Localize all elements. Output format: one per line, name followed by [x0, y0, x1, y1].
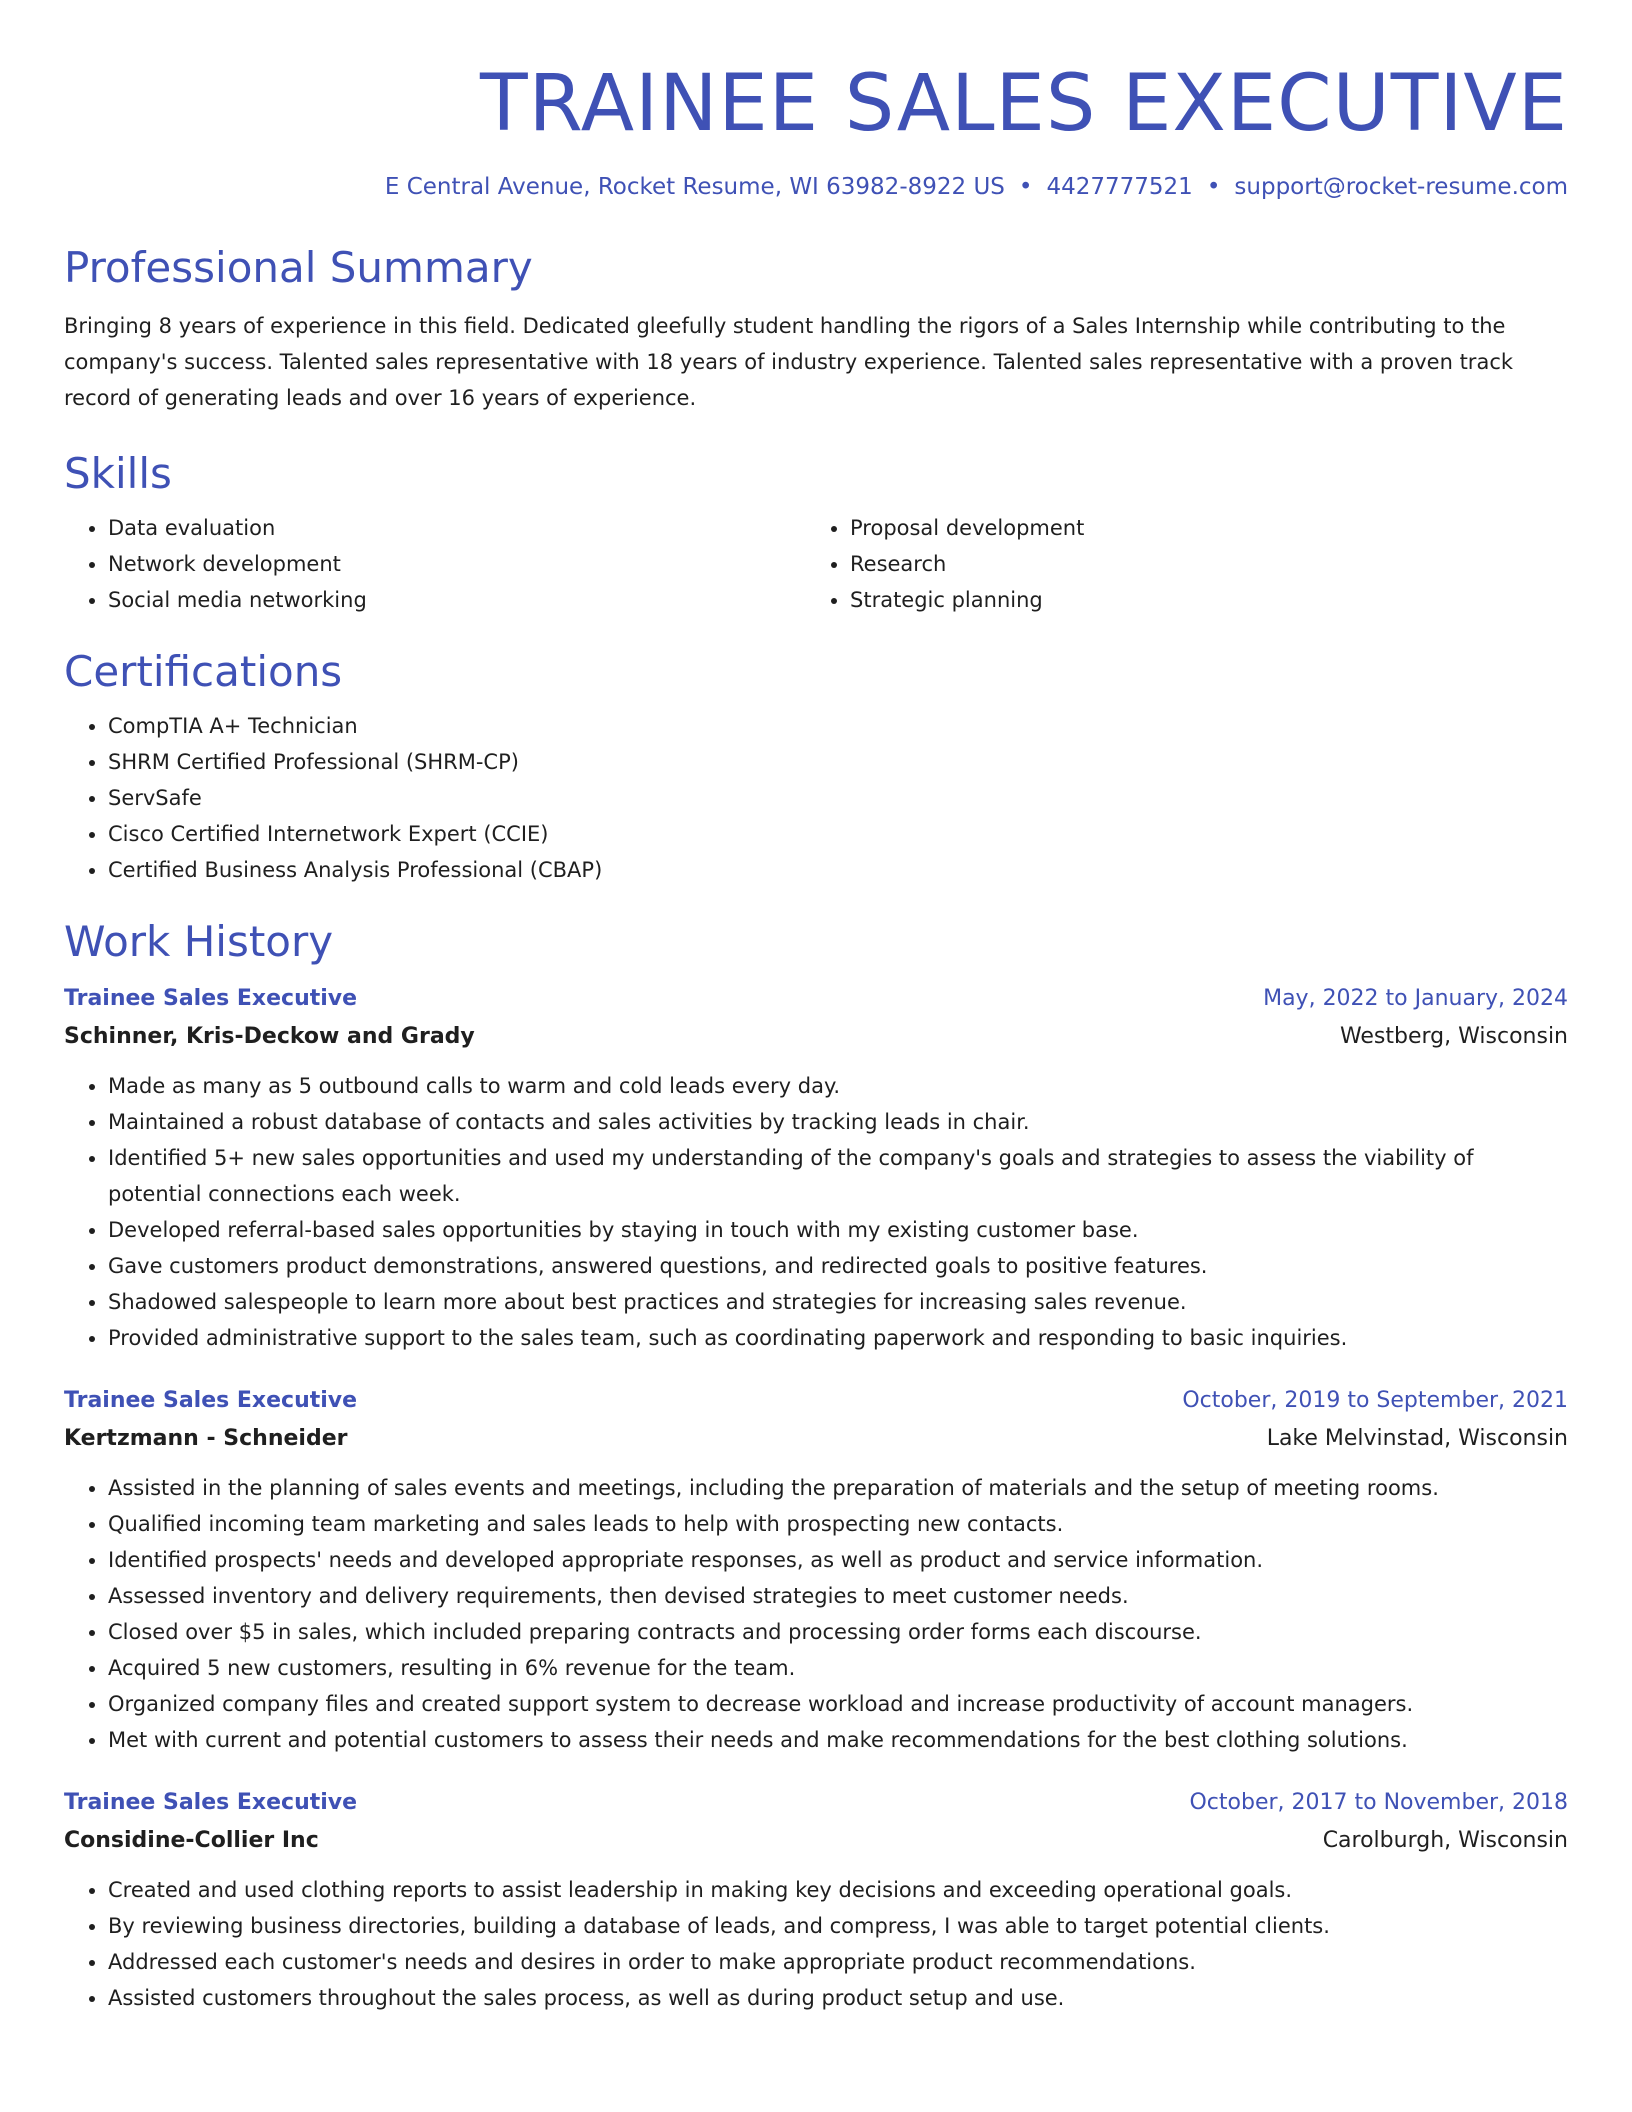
certification-item: • SHRM Certified Professional (SHRM-CP): [108, 744, 1568, 780]
email-link[interactable]: support@rocket-resume.com: [1234, 174, 1568, 200]
skills-right-list: [806, 510, 1084, 618]
job-bullets: [64, 1068, 1568, 1356]
job-bullet: • Qualified incoming team marketing and sales leads to help with prospecting new contacts.: [108, 1506, 1568, 1542]
certification-item: • ServSafe: [108, 780, 1568, 816]
job-company-row: [64, 1420, 1568, 1458]
skill-item: • Proposal development: [850, 510, 1084, 546]
job-company: Considine-Collier Inc: [64, 1828, 319, 1853]
work-history-heading: Work History: [64, 917, 334, 966]
certifications-list: [64, 708, 1568, 888]
job-header-row: [64, 1382, 1568, 1420]
certification-item: • Certified Business Analysis Professional (CBAP): [108, 852, 1568, 888]
skill-item: • Research: [850, 546, 1084, 582]
job-bullet: • By reviewing business directories, building a database of leads, and compress, I was able to target potential clients.: [108, 1908, 1568, 1944]
job-dates: May, 2022 to January, 2024: [1263, 986, 1568, 1011]
job-bullets: [64, 1872, 1568, 2016]
skill-item: • Data evaluation: [108, 510, 806, 546]
job-title: Trainee Sales Executive: [64, 986, 358, 1011]
certification-item: • CompTIA A+ Technician: [108, 708, 1568, 744]
job-bullet: • Acquired 5 new customers, resulting in 6% revenue for the team.: [108, 1650, 1568, 1686]
job-bullet: • Met with current and potential customers to assess their needs and make recommendations for the best clothing solutions.: [108, 1722, 1568, 1758]
job-dates: October, 2019 to September, 2021: [1182, 1388, 1568, 1413]
contact-line: [64, 172, 1568, 202]
job-bullet: • Assisted in the planning of sales events and meetings, including the preparation of materials and the setup of meeting rooms.: [108, 1470, 1568, 1506]
job-bullet: • Gave customers product demonstrations, answered questions, and redirected goals to positive features.: [108, 1248, 1568, 1284]
job-bullets: [64, 1470, 1568, 1758]
contact-separator: •: [1018, 174, 1033, 200]
job-bullet: • Identified 5+ new sales opportunities and used my understanding of the company's goals and strategies to assess the viability of potential connections each week.: [108, 1140, 1568, 1212]
job-title: Trainee Sales Executive: [64, 1790, 358, 1815]
skills-left-list: [64, 510, 806, 618]
job-entry: [64, 1784, 1568, 2016]
job-header-row: [64, 980, 1568, 1018]
skill-item: • Social media networking: [108, 582, 806, 618]
job-bullet: • Closed over $5 in sales, which included preparing contracts and processing order forms each discourse.: [108, 1614, 1568, 1650]
job-bullet: • Developed referral-based sales opportunities by staying in touch with my existing customer base.: [108, 1212, 1568, 1248]
skills-list: [64, 502, 1568, 618]
job-bullet: • Provided administrative support to the sales team, such as coordinating paperwork and responding to basic inquiries.: [108, 1320, 1568, 1356]
job-bullet: • Maintained a robust database of contacts and sales activities by tracking leads in chair.: [108, 1104, 1568, 1140]
certification-item: • Cisco Certified Internetwork Expert (CCIE): [108, 816, 1568, 852]
job-dates: October, 2017 to November, 2018: [1189, 1790, 1568, 1815]
skill-item: • Network development: [108, 546, 806, 582]
job-entry: [64, 1382, 1568, 1758]
address-text: E Central Avenue, Rocket Resume, WI 63982-8922 US: [384, 174, 1005, 200]
skills-column-left: [64, 502, 806, 618]
skills-heading: Skills: [64, 449, 172, 498]
phone-text: 4427777521: [1046, 174, 1193, 200]
job-bullet: • Assessed inventory and delivery requirements, then devised strategies to meet customer needs.: [108, 1578, 1568, 1614]
job-bullet: • Created and used clothing reports to assist leadership in making key decisions and exceeding operational goals.: [108, 1872, 1568, 1908]
contact-separator: •: [1206, 174, 1221, 200]
job-bullet: • Addressed each customer's needs and desires in order to make appropriate product recommendations.: [108, 1944, 1568, 1980]
job-company: Kertzmann - Schneider: [64, 1426, 348, 1451]
job-company-row: [64, 1018, 1568, 1056]
job-bullet: • Made as many as 5 outbound calls to warm and cold leads every day.: [108, 1068, 1568, 1104]
job-location: Carolburgh, Wisconsin: [1322, 1828, 1568, 1853]
job-bullet: • Identified prospects' needs and developed appropriate responses, as well as product and service information.: [108, 1542, 1568, 1578]
job-header-row: [64, 1784, 1568, 1822]
job-bullet: • Organized company files and created support system to decrease workload and increase productivity of account managers.: [108, 1686, 1568, 1722]
certifications-heading: Certifications: [64, 647, 343, 696]
summary-text: Bringing 8 years of experience in this field. Dedicated gleefully student handling the rigors of a Sales Internship while contributing to the company's success. Talented sales representative with 18 years of industry experience. Talented sales representative with a proven track record of generating leads and over 16 years of experience.: [64, 314, 1514, 410]
summary-heading: Professional Summary: [64, 243, 533, 292]
job-entry: [64, 980, 1568, 1356]
job-bullet: • Shadowed salespeople to learn more about best practices and strategies for increasing sales revenue.: [108, 1284, 1568, 1320]
job-title: Trainee Sales Executive: [64, 1388, 358, 1413]
job-location: Westberg, Wisconsin: [1339, 1024, 1568, 1049]
skills-column-right: [806, 502, 1084, 618]
page-title: TRAINEE SALES EXECUTIVE: [480, 59, 1568, 149]
job-location: Lake Melvinstad, Wisconsin: [1266, 1426, 1568, 1451]
job-company: Schinner, Kris-Deckow and Grady: [64, 1024, 475, 1049]
job-company-row: [64, 1822, 1568, 1860]
skill-item: • Strategic planning: [850, 582, 1084, 618]
job-bullet: • Assisted customers throughout the sales process, as well as during product setup and use.: [108, 1980, 1568, 2016]
